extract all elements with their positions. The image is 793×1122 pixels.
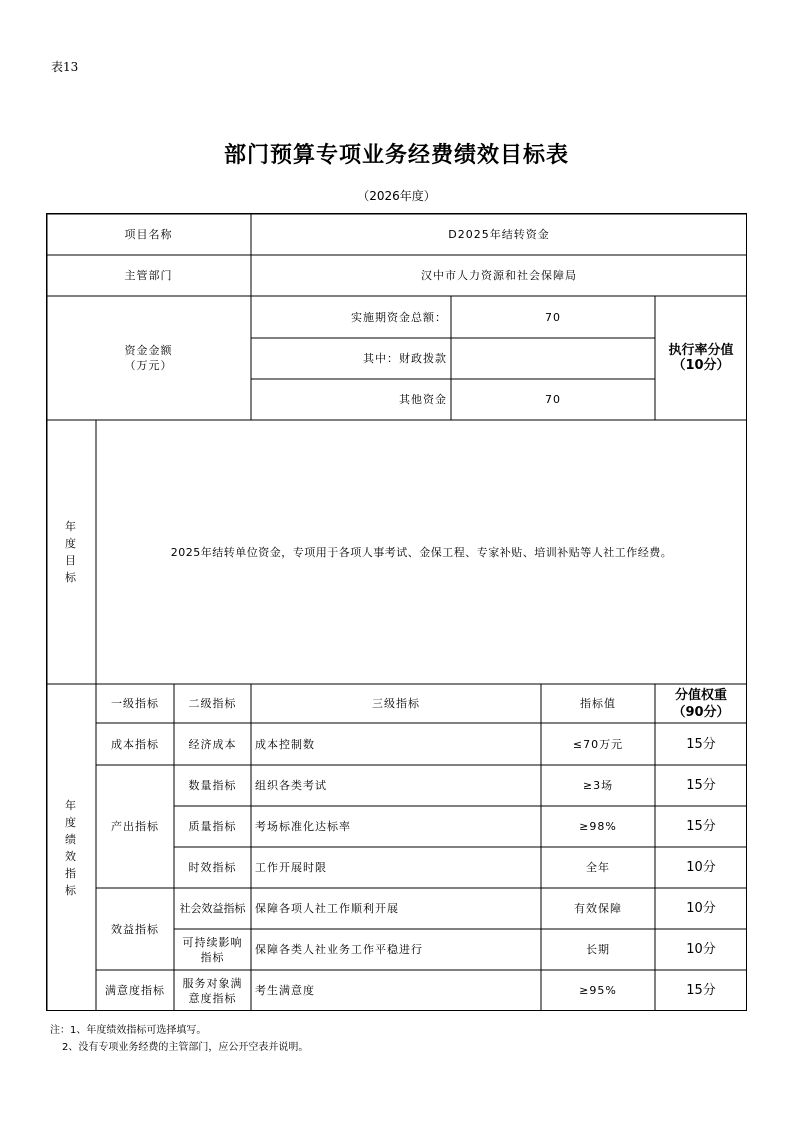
level1-satisfaction: 满意度指标 [105, 984, 165, 997]
indicator-char: 度 [65, 815, 77, 829]
exec-score-line1: 执行率分值 [668, 343, 734, 358]
row-level3: 组织各类考试 [255, 779, 327, 792]
page-title: 部门预算专项业务经费绩效目标表 [223, 143, 569, 168]
dept-label: 主管部门 [124, 269, 173, 282]
funds-other-value: 70 [545, 393, 561, 406]
row-value: ≥3场 [582, 779, 614, 792]
row-level3: 保障各项人社工作顺利开展 [255, 902, 399, 915]
indicator-label [46, 684, 96, 1011]
annual-goal-text: 2025年结转单位资金，专项用于各项人事考试、金保工程、专家补贴、培训补贴等人社工作经费。 [170, 545, 673, 559]
dept-value: 汉中市人力资源和社会保障局 [421, 269, 577, 282]
row-score: 15分 [686, 778, 716, 793]
row-value: ≥95% [579, 984, 617, 997]
row-level2: 经济成本 [188, 737, 237, 751]
row-level3: 成本控制数 [255, 737, 315, 751]
annual-goal-char: 年 [65, 520, 77, 533]
row-level2: 质量指标 [188, 820, 237, 833]
row-level2: 数量指标 [188, 779, 237, 792]
row-value: 长期 [586, 943, 610, 956]
row-level3: 考生满意度 [255, 984, 315, 997]
indicator-char: 绩 [65, 832, 77, 846]
note-line-1: 注：1、年度绩效指标可选择填写。 [50, 1025, 207, 1036]
annual-goal-char: 度 [65, 537, 77, 550]
row-score: 10分 [686, 942, 716, 957]
indicator-char: 效 [65, 849, 77, 863]
row-score: 10分 [686, 860, 716, 875]
row-level2: 社会效益指标 [179, 902, 246, 915]
row-value: 全年 [586, 861, 610, 874]
header-weight [655, 684, 747, 723]
row-level3: 工作开展时限 [255, 861, 327, 874]
funds-label-line1: 资金金额 [124, 344, 173, 357]
funds-total-label: 实施期资金总额： [351, 310, 447, 324]
funds-label [46, 296, 251, 420]
exec-score [655, 296, 747, 420]
annual-goal-label [46, 420, 96, 684]
row-value: 有效保障 [574, 902, 622, 915]
funds-fiscal-label: 其中：财政拨款 [363, 352, 447, 365]
project-name-label: 项目名称 [124, 227, 173, 241]
row-level3: 考场标准化达标率 [255, 820, 351, 833]
table-number: 表13 [51, 60, 79, 74]
exec-score-line2: （10分） [672, 358, 730, 373]
level1-output: 产出指标 [111, 820, 159, 833]
row-level2: 可持续影响指标 [182, 935, 243, 964]
header-value: 指标值 [580, 697, 616, 710]
annual-goal-char: 标 [65, 571, 77, 584]
row-score: 15分 [686, 736, 716, 752]
row-score: 10分 [686, 901, 716, 916]
note-line-2: 2、没有专项业务经费的主管部门，应公开空表并说明。 [62, 1042, 309, 1053]
row-value: ≤70万元 [572, 737, 624, 751]
funds-label-line2: （万元） [124, 359, 173, 372]
funds-other-label: 其他资金 [399, 393, 447, 406]
funds-total-value: 70 [545, 310, 561, 324]
performance-table [46, 213, 747, 1011]
header-weight-line2: （90分） [672, 704, 730, 720]
row-value: ≥98% [579, 820, 617, 833]
row-score: 15分 [686, 819, 716, 834]
indicator-char: 标 [65, 883, 77, 897]
annual-goal-char: 目 [65, 554, 77, 567]
header-weight-line1: 分值权重 [674, 687, 727, 703]
year-label: （2026年度） [357, 189, 436, 203]
level1-cost: 成本指标 [111, 737, 159, 751]
row-score: 15分 [686, 983, 716, 998]
header-level1: 一级指标 [111, 697, 159, 710]
indicator-char: 指 [65, 866, 77, 880]
header-level3: 三级指标 [372, 697, 420, 710]
funds-fiscal-value [451, 338, 655, 379]
level1-benefit: 效益指标 [111, 922, 159, 936]
row-level3: 保障各类人社业务工作平稳进行 [255, 943, 423, 956]
row-level2: 服务对象满意度指标 [182, 976, 243, 1005]
indicator-char: 年 [65, 798, 77, 812]
project-name-value: D2025年结转资金 [448, 227, 550, 241]
row-level2: 时效指标 [188, 861, 237, 874]
header-level2: 二级指标 [188, 697, 237, 710]
